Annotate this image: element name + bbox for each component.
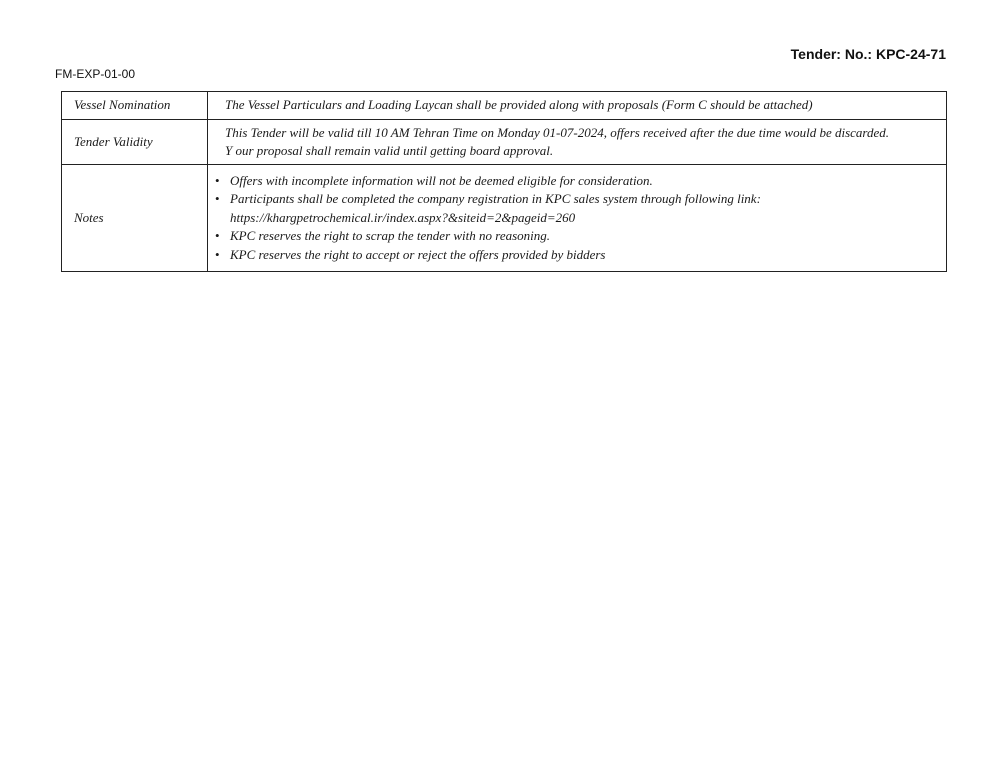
list-item: [214, 246, 940, 265]
notes-list: [214, 172, 940, 265]
form-code: FM-EXP-01-00: [55, 67, 136, 81]
table-row-tender-validity: [62, 120, 947, 165]
row-value-tender-validity: [208, 120, 947, 165]
row-label-notes: Notes: [62, 165, 208, 272]
row-value-vessel-nomination: The Vessel Particulars and Loading Laycan shall be provided along with proposals (Form C should be attached): [208, 92, 947, 120]
row-value-notes: [208, 165, 947, 272]
registration-link[interactable]: https://khargpetrochemical.ir/index.aspx?&siteid=2&pageid=260: [230, 209, 576, 225]
table-row-vessel-nomination: [62, 92, 947, 120]
note-text: Participants shall be completed the company registration in KPC sales system through following link:: [230, 191, 761, 207]
validity-line-1: This Tender will be valid till 10 AM Tehran Time on Monday 01-07-2024, offers received after the due time would be discarded.: [225, 124, 890, 140]
note-text: Offers with incomplete information will not be deemed eligible for consideration.: [230, 172, 653, 188]
note-text: KPC reserves the right to accept or reject the offers provided by bidders: [230, 246, 606, 262]
tender-number: Tender: No.: KPC-24-71: [790, 46, 946, 62]
validity-line-2: Y our proposal shall remain valid until getting board approval.: [225, 143, 554, 158]
tender-terms-table: [61, 91, 947, 272]
list-item: [214, 190, 940, 227]
row-label-tender-validity: Tender Validity: [62, 120, 208, 165]
note-text: KPC reserves the right to scrap the tender with no reasoning.: [230, 228, 551, 244]
row-label-vessel-nomination: Vessel Nomination: [62, 92, 208, 120]
list-item: [214, 172, 940, 191]
table-row-notes: [62, 165, 947, 272]
list-item: [214, 227, 940, 246]
